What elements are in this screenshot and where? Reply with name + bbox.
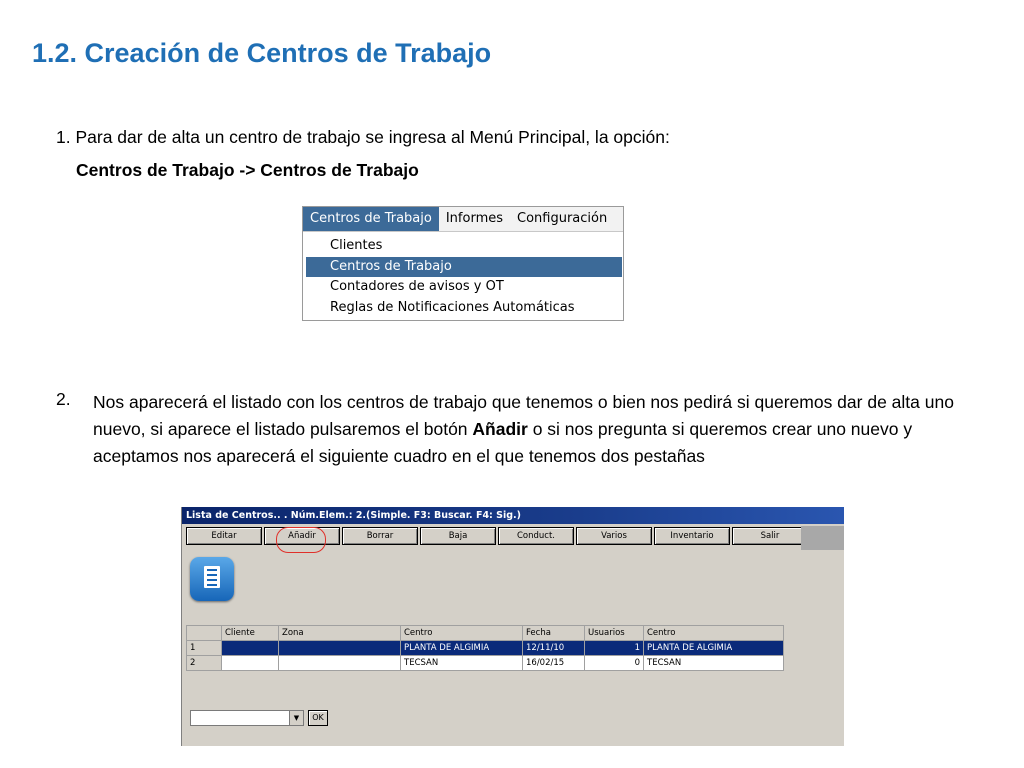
menu-bar <box>303 207 623 232</box>
anadir-button[interactable]: Añadir <box>264 527 340 545</box>
menubar-item-centros[interactable]: Centros de Trabajo <box>303 207 439 231</box>
menu-item-contadores[interactable]: Contadores de avisos y OT <box>330 279 504 294</box>
step-2-text-before: Nos aparecerá el listado con los centros de trabajo que tenemos o bien nos pedirá si queremos dar de alta uno nuevo, si aparece el listado pulsaremos el botón <box>93 392 954 439</box>
table-row[interactable] <box>187 641 784 656</box>
cell-zona <box>279 641 401 656</box>
step-2-text-after: o si nos pregunta si queremos crear uno nuevo y aceptamos nos aparecerá el siguiente cuadro en el que tenemos dos pestañas <box>93 419 913 466</box>
cell-usuarios: 1 <box>585 641 644 656</box>
step-2-bold-anadir: Añadir <box>472 419 528 439</box>
column-header-rownum <box>187 626 222 641</box>
cell-zona <box>279 656 401 671</box>
anadir-highlight-ring <box>276 527 326 553</box>
step-1-text: 1. Para dar de alta un centro de trabajo se ingresa al Menú Principal, la opción: <box>56 127 670 147</box>
menu-item-clientes[interactable]: Clientes <box>330 238 383 253</box>
centros-table <box>186 625 784 671</box>
cell-centro: PLANTA DE ALGIMIA <box>401 641 523 656</box>
cell-cliente <box>222 641 279 656</box>
page-title: 1.2. Creación de Centros de Trabajo <box>32 38 492 68</box>
salir-button[interactable]: Salir <box>732 527 808 545</box>
menu-screenshot <box>302 206 624 321</box>
toolbar-empty-area <box>801 526 844 550</box>
cell-cliente <box>222 656 279 671</box>
column-header-zona[interactable]: Zona <box>279 626 401 641</box>
menu-path: Centros de Trabajo -> Centros de Trabajo <box>76 160 419 180</box>
cell-fecha: 16/02/15 <box>523 656 585 671</box>
cell-centro: TECSAN <box>401 656 523 671</box>
baja-button[interactable]: Baja <box>420 527 496 545</box>
step-2-number: 2. <box>56 389 71 409</box>
ok-button[interactable]: OK <box>308 710 328 726</box>
borrar-button[interactable]: Borrar <box>342 527 418 545</box>
column-header-cliente[interactable]: Cliente <box>222 626 279 641</box>
bottom-controls <box>190 710 328 726</box>
varios-button[interactable]: Varios <box>576 527 652 545</box>
inventario-button[interactable]: Inventario <box>654 527 730 545</box>
column-header-fecha[interactable]: Fecha <box>523 626 585 641</box>
table-row[interactable] <box>187 656 784 671</box>
cell-centro-2: TECSAN <box>644 656 784 671</box>
step-2-text <box>93 389 983 470</box>
column-header-usuarios[interactable]: Usuarios <box>585 626 644 641</box>
menu-item-centros-de-trabajo[interactable]: Centros de Trabajo <box>306 257 622 278</box>
column-header-centro[interactable]: Centro <box>401 626 523 641</box>
filter-combo[interactable] <box>190 710 304 726</box>
menu-dropdown <box>303 232 623 318</box>
editar-button[interactable]: Editar <box>186 527 262 545</box>
column-header-centro-2[interactable]: Centro <box>644 626 784 641</box>
document-list-icon[interactable] <box>190 557 234 601</box>
window-title: Lista de Centros.. . Núm.Elem.: 2.(Simple. F3: Buscar. F4: Sig.) <box>182 507 844 524</box>
cell-centro-2: PLANTA DE ALGIMIA <box>644 641 784 656</box>
menu-item-reglas[interactable]: Reglas de Notificaciones Automáticas <box>330 299 575 315</box>
table-header-row <box>187 626 784 641</box>
document-icon <box>204 566 220 588</box>
row-number: 1 <box>187 641 222 656</box>
conduct-button[interactable]: Conduct. <box>498 527 574 545</box>
chevron-down-icon[interactable]: ▼ <box>289 711 303 725</box>
menubar-item-configuracion[interactable]: Configuración <box>517 211 608 226</box>
cell-fecha: 12/11/10 <box>523 641 585 656</box>
cell-usuarios: 0 <box>585 656 644 671</box>
row-number: 2 <box>187 656 222 671</box>
menubar-item-informes[interactable]: Informes <box>445 211 503 226</box>
centros-list-window <box>181 507 844 746</box>
